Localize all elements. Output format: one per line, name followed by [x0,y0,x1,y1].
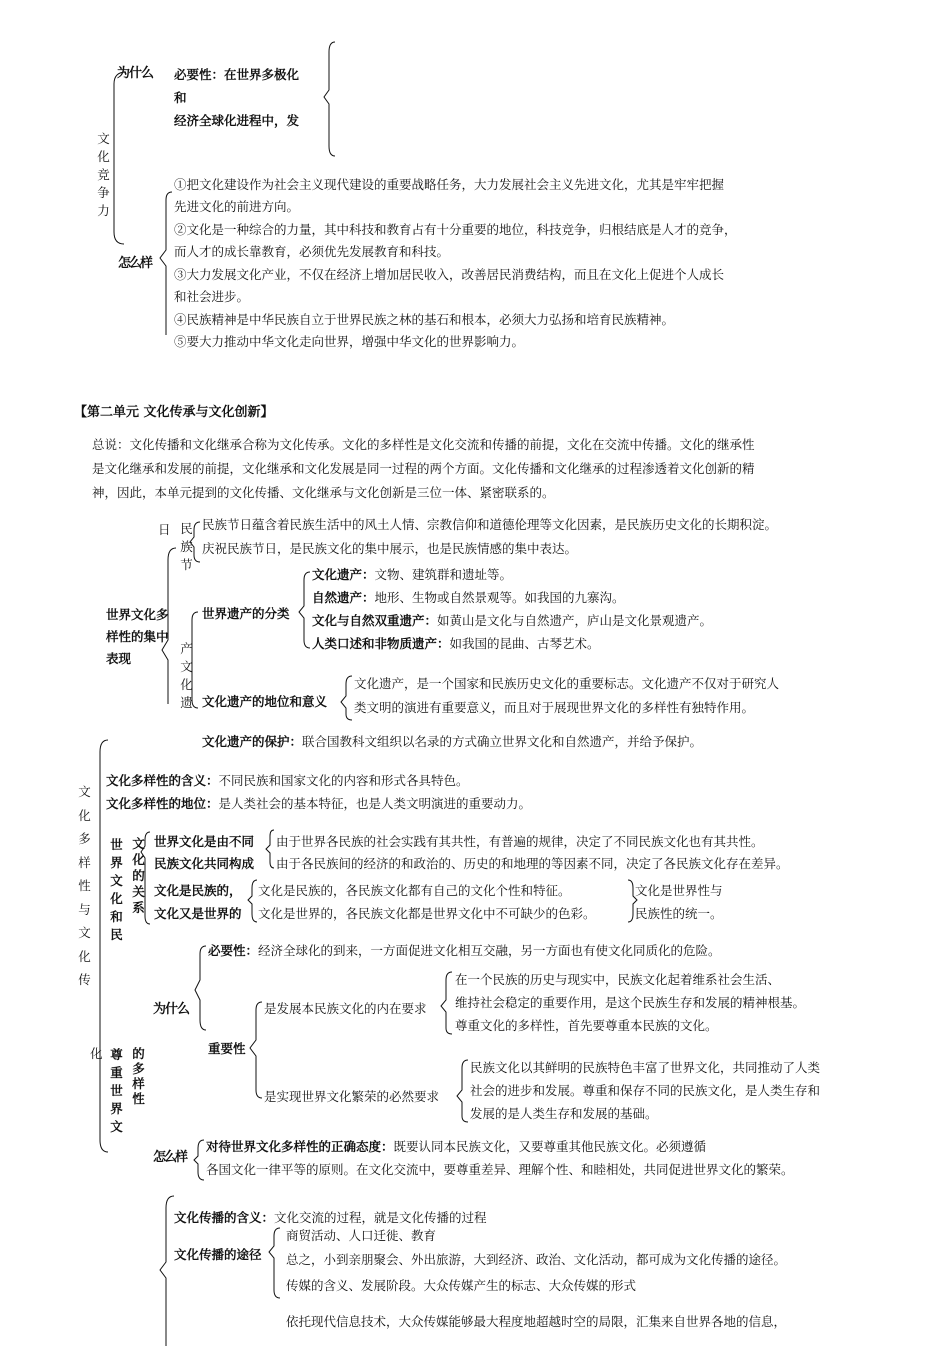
intro-line-1: 总说：文化传播和文化继承合称为文化传承。文化的多样性是文化交流和传播的前提，文化在交流中传播。文化的继承性 [92,437,755,452]
heritage-class-label: 世界遗产的分类 [202,606,290,621]
heritage-status-label: 文化遗产的地位和意义 [202,694,328,709]
measure-3b: 和社会进步。 [174,289,250,304]
spread-way-label: 文化传播的途径 [174,1247,262,1262]
relation-summary-1: 文化是世界性与 [635,883,723,898]
relation-2-label: 民族文化共同构成 [154,856,255,871]
main-vertical-title-tail: 化 [90,1046,103,1061]
relation-2-text: 由于各民族间的经济的和政治的、历史的和地理的等因素不同，决定了各民族文化存在差异。 [276,856,789,871]
spread-way-2: 总之，小到亲朋聚会、外出旅游，大到经济、政治、文化活动，都可成为文化传播的途径。 [286,1252,787,1267]
protect-text: 联合国教科文组织以名录的方式确立世界文化和自然遗产，并给予保护。 [302,734,703,749]
measure-2b: 而人才的成长靠教育，必须优先发展教育和科技。 [174,244,450,259]
respect-vertical-2: 的多样性 [132,1046,145,1106]
unit-heading: 【第二单元 文化传承与文化创新】 [74,405,274,420]
measure-4: ④民族精神是中华民族自立于世界民族之林的基石和根本，必须大力弘扬和培育民族精神。 [174,312,675,327]
necessity-line-3: 经济全球化进程中，发 [174,113,300,128]
necessity-line-2: 和 [174,90,187,105]
relation-1-text: 由于世界各民族的社会实践有其共性，有普遍的规律，决定了不同民族文化也有其共性。 [276,834,764,849]
meaning-text: 不同民族和国家文化的内容和形式各具特色。 [218,773,469,788]
relation-3-label: 文化是民族的， [154,883,242,898]
relation-1-label: 世界文化是由不同 [154,834,255,849]
relation-3-text: 文化是民族的，各民族文化都有自己的文化个性和特征。 [258,883,571,898]
spread-way-3: 传媒的含义、发展阶段。大众传媒产生的标志、大众传媒的形式 [286,1278,637,1293]
spread-way-1: 商贸活动、人口迁徙、教育 [286,1228,437,1243]
heritage-status-2: 类文明的演进有重要意义，而且对于展现世界文化的多样性有独特作用。 [354,700,755,715]
attitude-label: 对待世界文化多样性的正确态度： [206,1139,394,1154]
heritage-status-1: 文化遗产，是一个国家和民族历史文化的重要标志。文化遗产不仅对于研究人 [354,676,780,691]
diversity-manifestation-label: 世界文化多样性的集中表现 [106,607,169,666]
section-label-culture-competitiveness: 文化竞争力 [97,131,110,218]
relation-vertical-1: 世界文化和民 [110,837,123,942]
protect-label: 文化遗产的保护： [202,734,303,749]
respect-how-label: 怎么样 [153,1150,187,1165]
importance-a: 是发展本民族文化的内在要求 [264,1001,427,1016]
importance-b: 是实现世界文化繁荣的必然要求 [264,1089,440,1104]
main-vertical-title: 文化多样性与文化传 [78,784,91,987]
need-label: 必要性： [208,943,259,958]
spread-way-4: 依托现代信息技术，大众传媒能够最大程度地超越时空的局限，汇集来自世界各地的信息， [286,1314,787,1329]
measure-1a: ①把文化建设作为社会主义现代建设的重要战略任务，大力发展社会主义先进文化，尤其是牢牢把握 [174,177,725,192]
relation-vertical-2: 文化的关系 [132,836,145,915]
relation-4-label: 文化又是世界的 [154,906,242,921]
class-4-text: 如我国的昆曲、古琴艺术。 [449,636,600,651]
measure-1b: 先进文化的前进方向。 [174,199,300,214]
measure-5-clip [174,334,774,349]
attitude-text-2: 各国文化一律平等的原则。在文化交流中，要尊重差异、理解个性、和睦相处，共同促进世界文化的繁荣。 [206,1162,794,1177]
importance-b-1: 民族文化以其鲜明的民族特色丰富了世界文化，共同推动了人类 [470,1060,821,1075]
holiday-vertical-label: 民族节 [180,521,193,572]
position-text: 是人类社会的基本特征，也是人类文明演进的重要动力。 [218,796,532,811]
class-1-label: 文化遗产： [312,567,375,582]
respect-why-label: 为什么 [153,1002,190,1017]
class-4-label: 人类口述和非物质遗产： [312,636,450,651]
relation-4-text: 文化是世界的，各民族文化都是世界文化中不可缺少的色彩。 [258,906,596,921]
relation-summary-2: 民族性的统一。 [635,906,723,921]
class-3-text: 如黄山是文化与自然遗产，庐山是文化景观遗产。 [437,613,713,628]
class-1-text: 文物、建筑群和遗址等。 [374,567,513,582]
importance-a-1: 在一个民族的历史与现实中，民族文化起着维系社会生活、 [455,972,781,987]
heritage-vertical-label: 产文化遗 [180,641,193,710]
attitude-text-1: 既要认同本民族文化，又要尊重其他民族文化。必须遵循 [393,1139,707,1154]
spread-def-clip [174,1210,574,1225]
class-2-label: 自然遗产： [312,590,375,605]
importance-a-3: 尊重文化的多样性，首先要尊重本民族的文化。 [455,1018,718,1033]
spread-def-label: 文化传播的含义： [174,1210,275,1225]
spread-def-text: 文化交流的过程，就是文化传播的过程 [274,1210,487,1225]
intro-line-3: 神，因此，本单元提到的文化传播、文化继承与文化创新是三位一体、紧密联系的。 [92,485,555,500]
importance-a-2: 维持社会稳定的重要作用，是这个民族生存和发展的精神根基。 [455,995,806,1010]
class-2-text: 地形、生物或自然景观等。如我国的九寨沟。 [374,590,625,605]
holiday-line-2: 庆祝民族节日，是民族文化的集中展示，也是民族情感的集中表达。 [202,541,578,556]
respect-vertical-1: 尊重世界文 [110,1047,123,1134]
measure-3a: ③大力发展文化产业，不仅在经济上增加居民收入，改善居民消费结构，而且在文化上促进个人成长 [174,267,725,282]
importance-label: 重要性 [208,1041,246,1056]
importance-b-3: 发展的是人类生存和发展的基础。 [470,1106,658,1121]
holiday-ri: 日 [158,522,171,537]
how-label: 怎么样 [118,256,152,271]
meaning-label: 文化多样性的含义： [106,773,219,788]
class-3-label: 文化与自然双重遗产： [312,613,438,628]
measure-5: ⑤要大力推动中华文化走向世界，增强中华文化的世界影响力。 [174,334,525,349]
why-label: 为什么 [117,66,154,81]
need-text: 经济全球化的到来，一方面促进文化相互交融，另一方面也有使文化同质化的危险。 [258,943,721,958]
holiday-line-1: 民族节日蕴含着民族生活中的风土人情、宗教信仰和道德伦理等文化因素，是民族历史文化的长期积淀。 [202,517,778,532]
measure-2a: ②文化是一种综合的力量，其中科技和教育占有十分重要的地位，科技竞争，归根结底是人才的竞争， [174,222,737,237]
necessity-line-1: 必要性：在世界多极化 [174,67,300,82]
intro-line-2: 是文化继承和发展的前提，文化继承和文化发展是同一过程的两个方面。文化传播和文化继承的过程渗透着文化创新的精 [92,461,755,476]
position-label: 文化多样性的地位： [106,796,219,811]
importance-b-2: 社会的进步和发展。尊重和保存不同的民族文化，是人类生存和 [470,1083,821,1098]
